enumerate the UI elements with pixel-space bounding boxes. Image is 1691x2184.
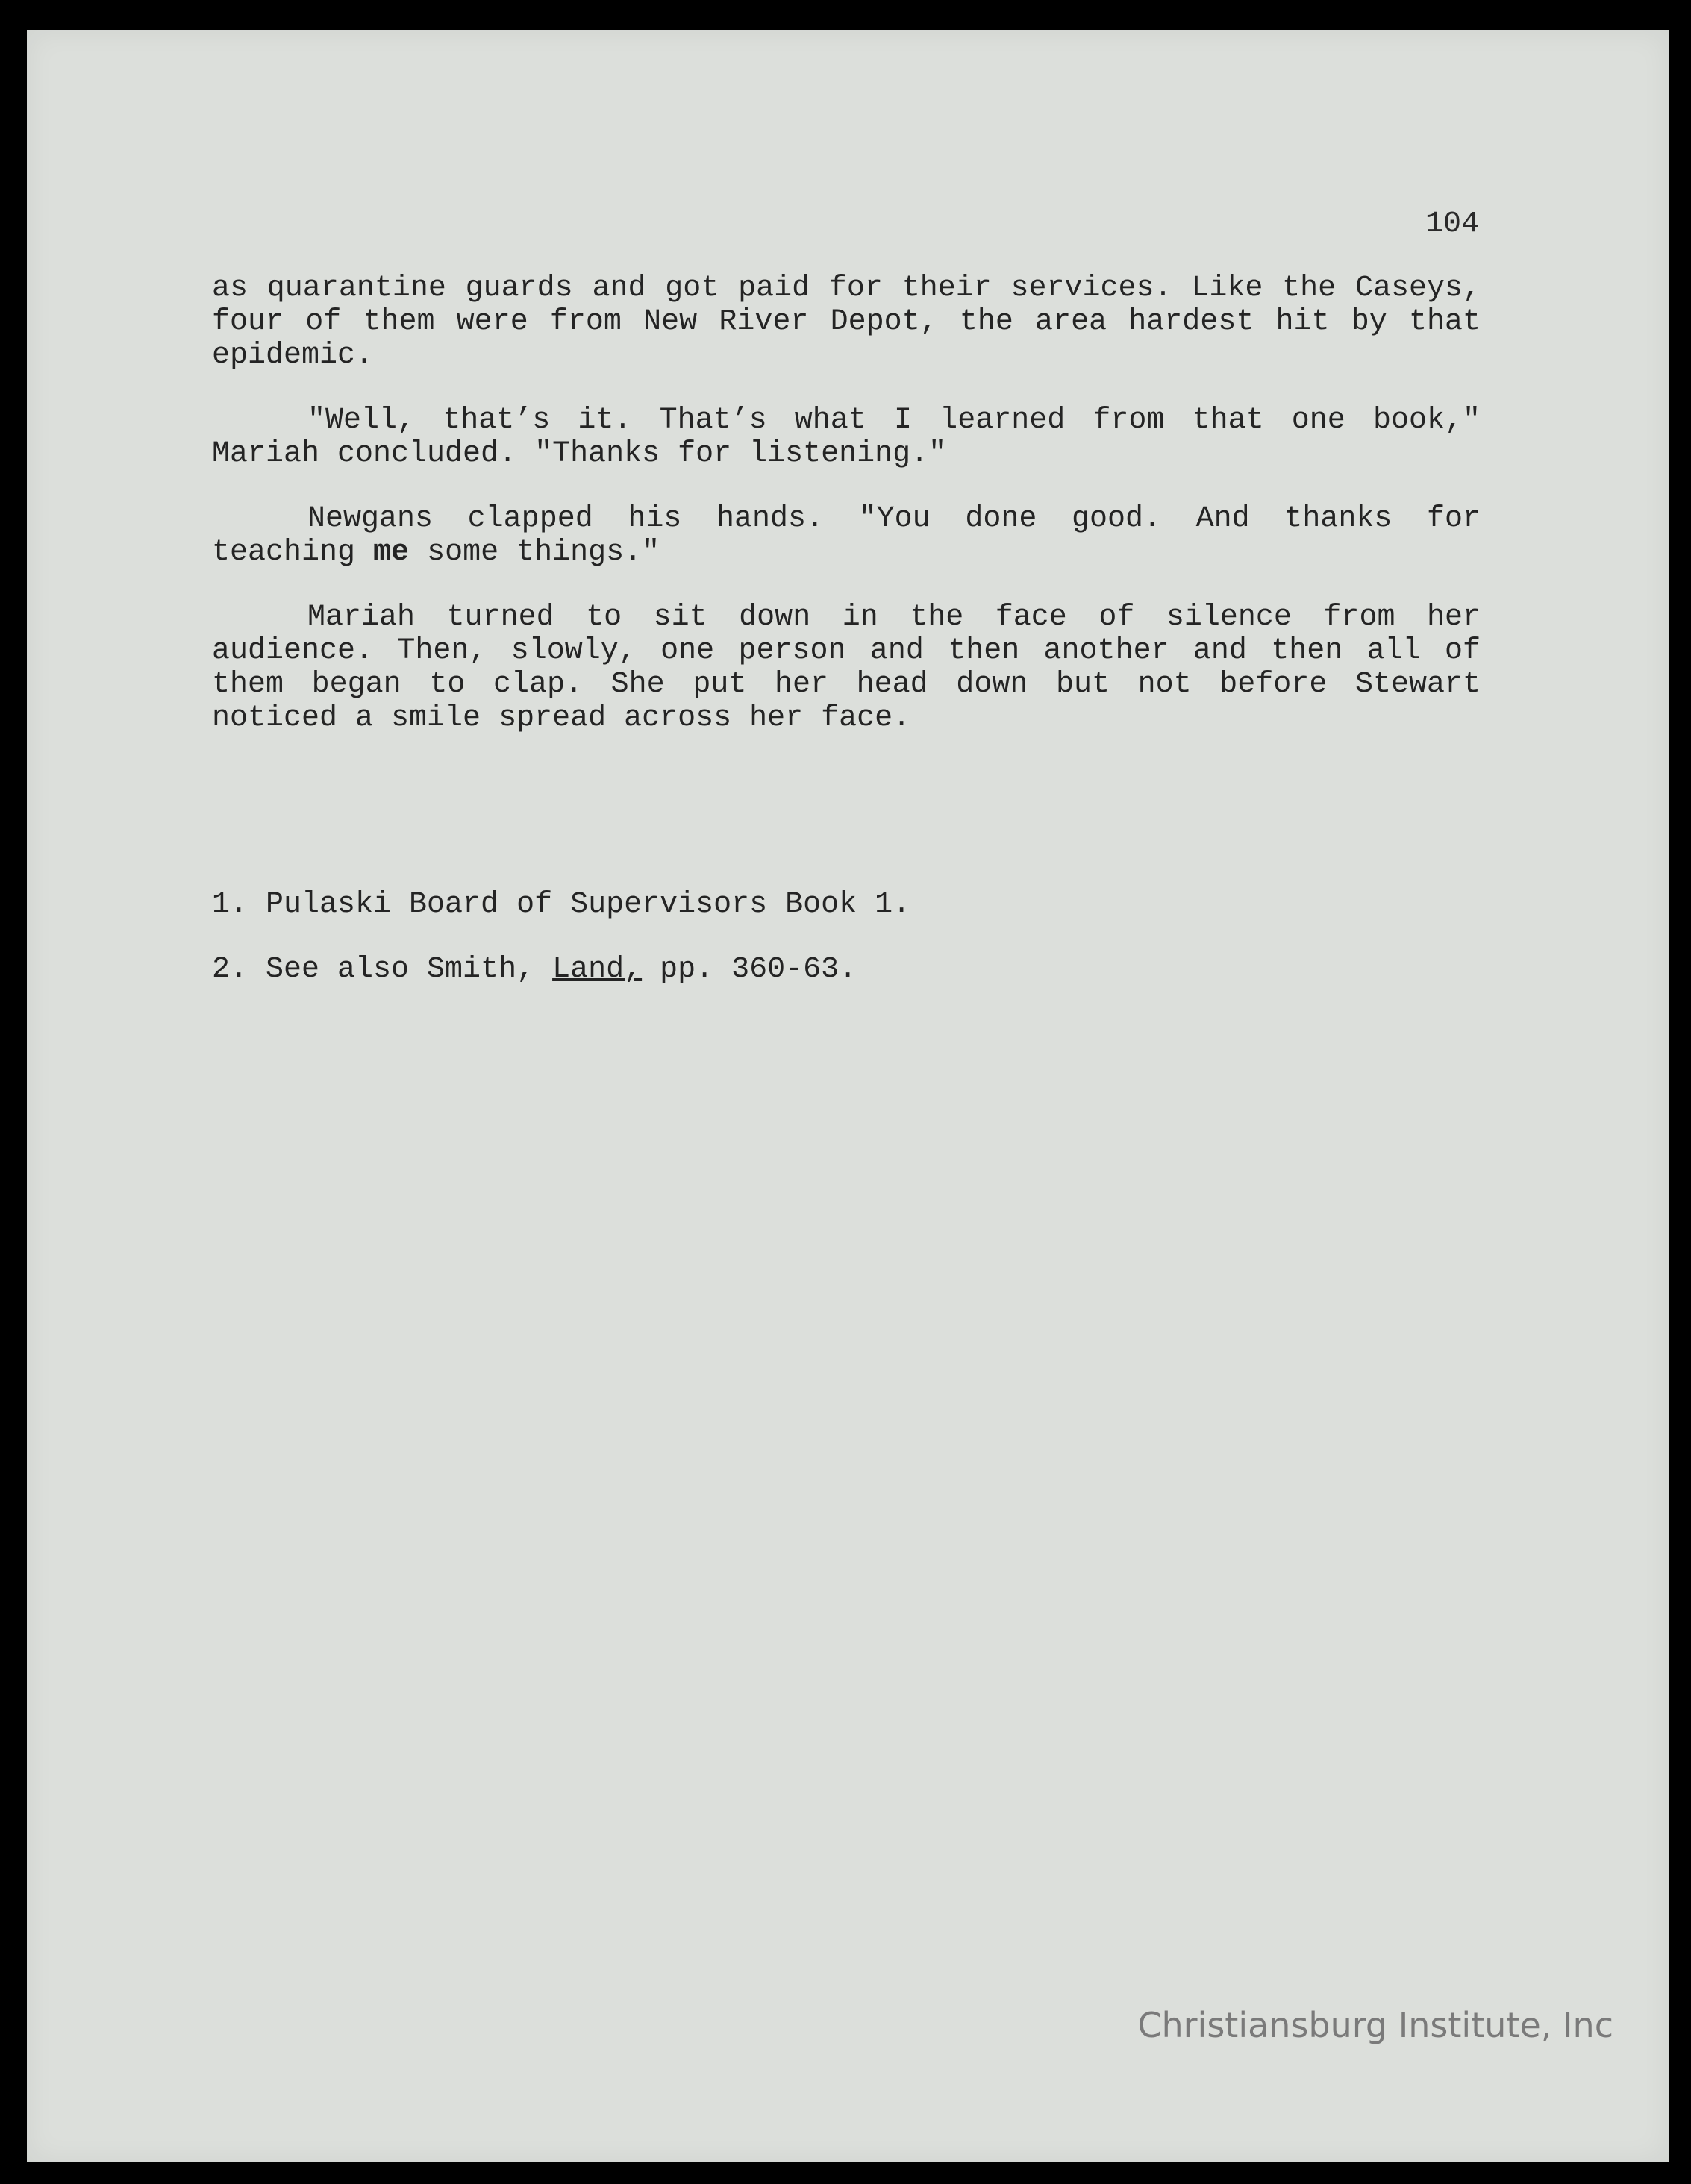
paragraph-2: "Well, that’s it. That’s what I learned from that one book," Mariah concluded. "Thanks for listening." — [212, 404, 1481, 471]
page-number: 104 — [1425, 207, 1479, 241]
watermark: Christiansburg Institute, Inc — [1137, 2005, 1613, 2045]
body-text — [212, 272, 1481, 766]
paragraph-3 — [212, 502, 1481, 569]
endnotes — [212, 888, 1481, 1018]
paragraph-3-emphasis: me — [373, 536, 410, 569]
paragraph-3-text-a: Newgans clapped his hands. "You done good. And thanks for teaching — [212, 502, 1481, 569]
endnote-1: 1. Pulaski Board of Supervisors Book 1. — [212, 888, 911, 922]
endnote-2 — [212, 953, 1481, 986]
paragraph-3-text-b: some things." — [409, 536, 660, 569]
endnote-2-text-b: pp. 360-63. — [642, 953, 857, 986]
endnote-2-text-a: 2. See also Smith, — [212, 953, 553, 986]
paragraph-1: as quarantine guards and got paid for their services. Like the Caseys, four of them were from New River Depot, the area hardest hit by that epidemic. — [212, 272, 1481, 372]
paragraph-4: Mariah turned to sit down in the face of silence from her audience. Then, slowly, one person and then another and then all of them began to clap. She put her head down but not before Stewart noticed a smile spread across her face. — [212, 601, 1481, 735]
document-page — [27, 30, 1669, 2162]
endnote-2-title: Land, — [552, 953, 643, 986]
